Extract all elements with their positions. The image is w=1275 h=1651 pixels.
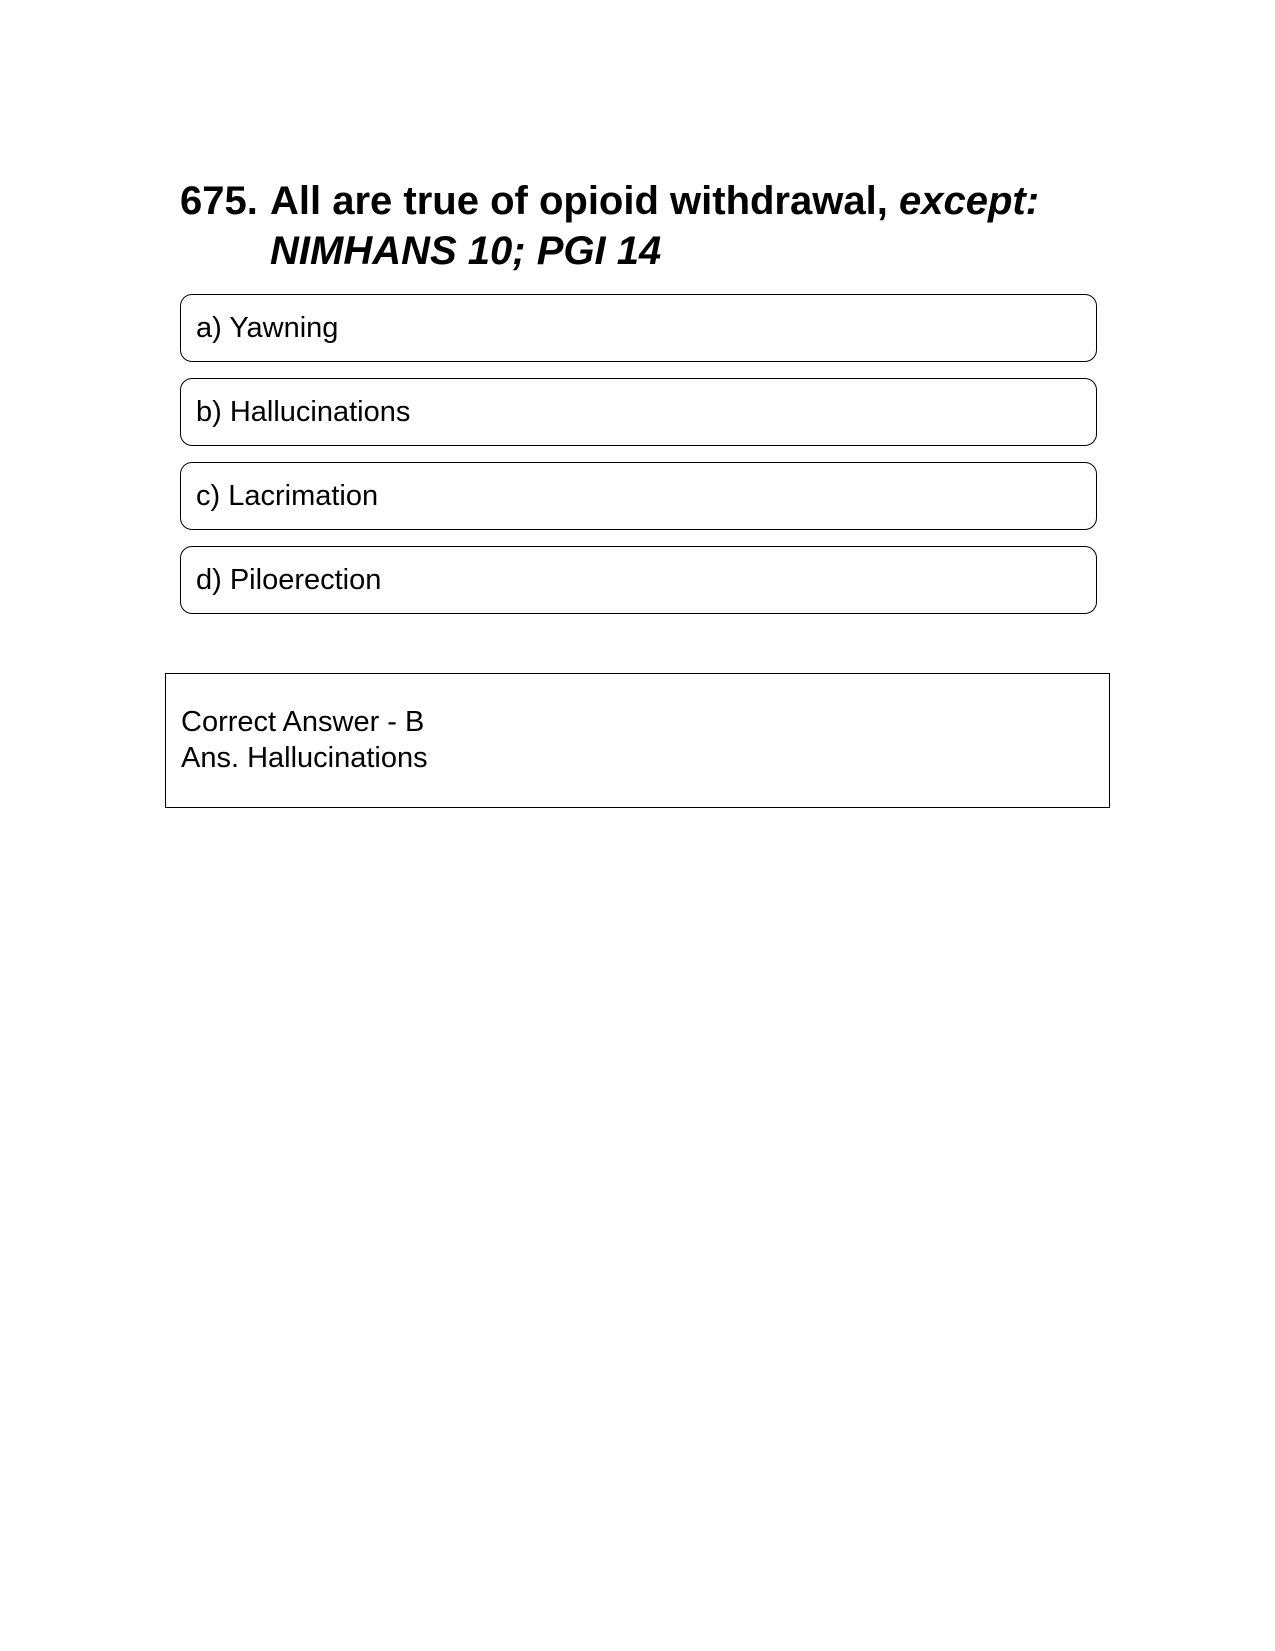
option-b[interactable] [180,378,1097,446]
options-list [180,294,1097,630]
option-a[interactable] [180,294,1097,362]
option-b-label: b) Hallucinations [196,395,411,428]
correct-answer: Correct Answer - B [181,706,425,738]
question-text: All are true of opioid withdrawal, [270,179,888,223]
question-qualifier: except: [898,179,1040,223]
option-c-label: c) Lacrimation [196,479,379,512]
option-c[interactable] [180,462,1097,530]
option-d-label: d) Piloerection [196,563,382,596]
answer-explanation: Ans. Hallucinations [181,742,428,774]
question-source: NIMHANS 10; PGI 14 [270,229,662,273]
option-a-label: a) Yawning [196,311,339,344]
option-d[interactable] [180,546,1097,614]
question-number: 675. [180,179,258,223]
question-heading [180,176,1100,276]
question-stem [270,176,1100,276]
answer-box [165,673,1110,808]
